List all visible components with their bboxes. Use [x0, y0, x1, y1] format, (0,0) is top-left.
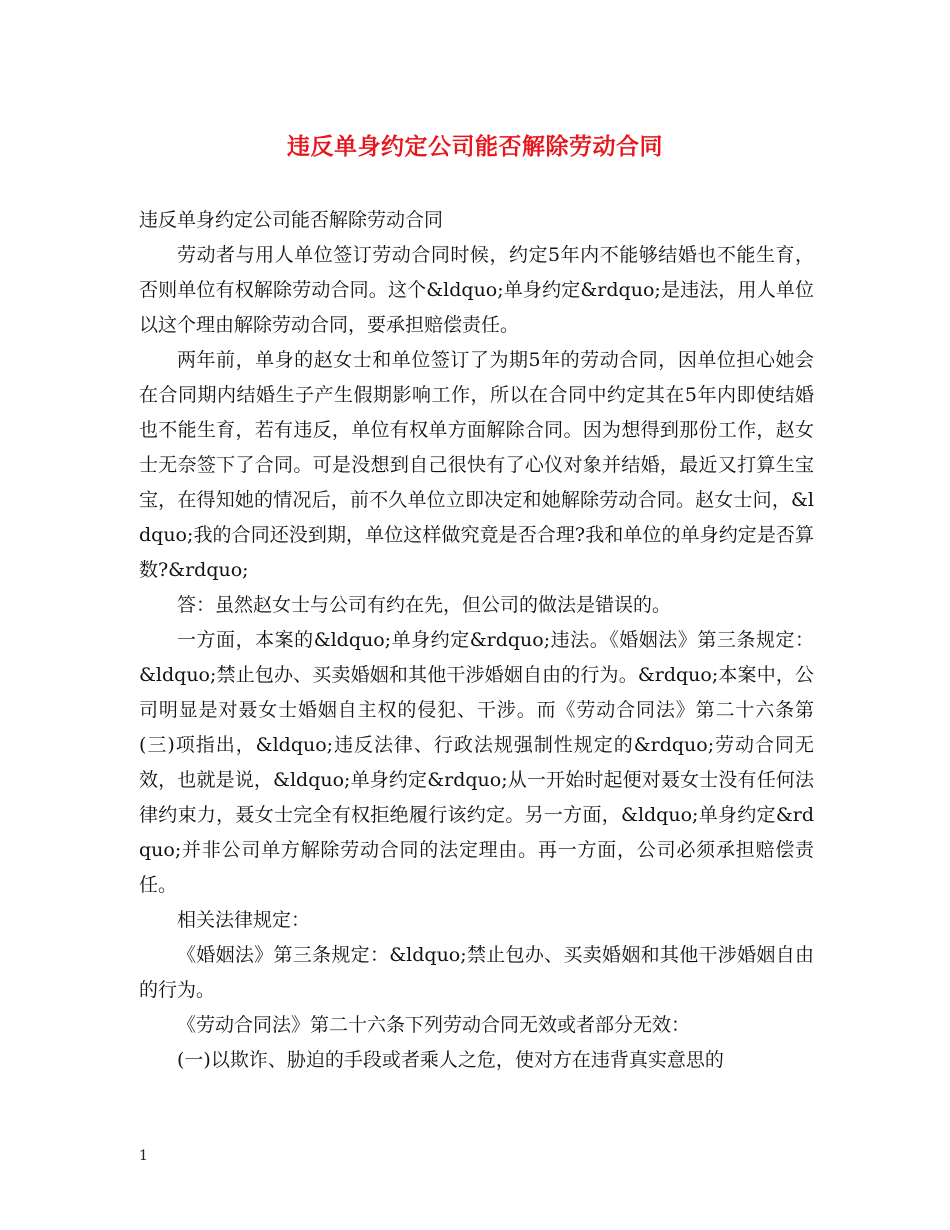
paragraph-labor-law-item-1: (一)以欺诈、胁迫的手段或者乘人之危，使对方在违背真实意思的 — [177, 1049, 724, 1071]
document-body — [139, 203, 814, 1078]
paragraph-analysis: 一方面，本案的&ldquo;单身约定&rdquo;违法。《婚姻法》第三条规定：&ldquo;禁止包办、买卖婚姻和其他干涉婚姻自由的行为。&rdquo;本案中，公司明显是对聂女士婚姻自主权的侵犯、干涉。而《劳动合同法》第二十六条第(三)项指出，&ldquo;违反法律、行政法规强制性规定的&rdquo;劳动合同无效，也就是说，&ldquo;单身约定&rdquo;从一开始时起便对聂女士没有任何法律约束力，聂女士完全有权拒绝履行该约定。另一方面，&ldquo;单身约定&rdquo;并非公司单方解除劳动合同的法定理由。再一方面，公司必须承担赔偿责任。 — [139, 629, 814, 896]
paragraph-labor-law: 《劳动合同法》第二十六条下列劳动合同无效或者部分无效： — [177, 1014, 691, 1036]
paragraph-intro: 劳动者与用人单位签订劳动合同时候，约定5年内不能够结婚也不能生育，否则单位有权解除劳动合同。这个&ldquo;单身约定&rdquo;是违法，用人单位以这个理由解除劳动合同，要承担赔偿责任。 — [139, 244, 814, 336]
paragraph-law-heading: 相关法律规定： — [177, 909, 311, 931]
paragraph-marriage-law: 《婚姻法》第三条规定：&ldquo;禁止包办、买卖婚姻和其他干涉婚姻自由的行为。 — [139, 944, 814, 1001]
document-title: 违反单身约定公司能否解除劳动合同 — [287, 133, 663, 160]
paragraph-case: 两年前，单身的赵女士和单位签订了为期5年的劳动合同，因单位担心她会在合同期内结婚生子产生假期影响工作，所以在合同中约定其在5年内即使结婚也不能生育，若有违反，单位有权单方面解除合同。因为想得到那份工作，赵女士无奈签下了合同。可是没想到自己很快有了心仪对象并结婚，最近又打算生宝宝，在得知她的情况后，前不久单位立即决定和她解除劳动合同。赵女士问，&ldquo;我的合同还没到期，单位这样做究竟是否合理?我和单位的单身约定是否算数?&rdquo; — [139, 349, 814, 581]
page-number: 1 — [139, 1148, 148, 1164]
paragraph-heading: 违反单身约定公司能否解除劳动合同 — [139, 209, 444, 231]
paragraph-answer: 答：虽然赵女士与公司有约在先，但公司的做法是错误的。 — [177, 594, 672, 616]
